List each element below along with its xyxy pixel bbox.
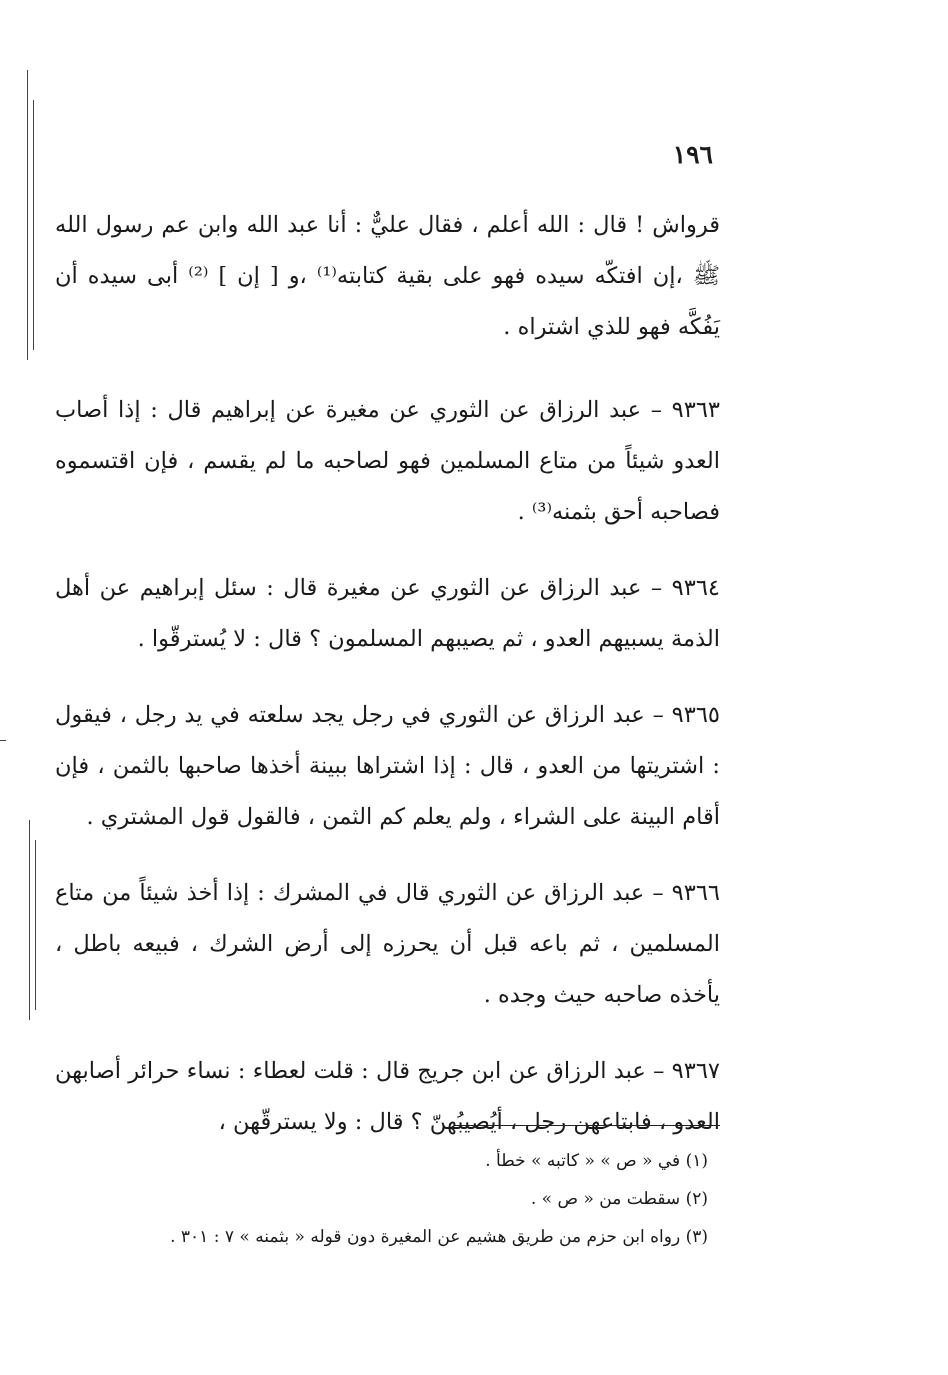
scan-edge-line [27, 70, 28, 360]
paragraph-9366: ٩٣٦٦ – عبد الرزاق عن الثوري قال في المشرك : إذا أخذ شيئاً من متاع المسلمين ، ثم باعه قبل أن يحرزه إلى أرض الشرك ، فبيعه باطل ، يأخذه صاحبه حيث وجده . [55, 880, 720, 1008]
scan-edge-line [33, 100, 34, 350]
footnote-3: (٣) رواه ابن حزم من طريق هشيم عن المغيرة دون قوله « بثمنه » ٧ : ٣٠١ . [170, 1227, 708, 1247]
paragraph-9363: ٩٣٦٣ – عبد الرزاق عن الثوري عن مغيرة عن إبراهيم قال : إذا أصاب العدو شيئاً من متاع المسلمين فهو لصاحبه ما لم يقسم ، فإن اقتسموه فصاحبه أحق بثمنه⁽³⁾ . [55, 397, 720, 525]
paragraph-continuation: قرواش ! قال : الله أعلم ، فقال عليٌّ : أنا عبد الله وابن عم رسول الله ﷺ ،إن افتكّه سيده فهو على بقية كتابته⁽¹⁾ ،و [ إن ] ⁽²⁾ أبى سيده أن يَفُكَّه فهو للذي اشتراه . [55, 212, 720, 340]
footnote-1: (١) في « ص » « كاتبه » خطأ . [485, 1151, 708, 1171]
paragraph-9365: ٩٣٦٥ – عبد الرزاق عن الثوري في رجل يجد سلعته في يد رجل ، فيقول : اشتريتها من العدو ، قال : إذا اشتراها ببينة أخذها صاحبها بالثمن ، فإن أقام البينة على الشراء ، ولم يعلم كم الثمن ، فالقول قول المشتري . [55, 702, 720, 830]
paragraph-9364: ٩٣٦٤ – عبد الرزاق عن الثوري عن مغيرة قال : سئل إبراهيم عن أهل الذمة يسبيهم العدو ، ثم يصيبهم المسلمون ؟ قال : لا يُسترقّوا . [55, 575, 720, 652]
footnote-separator [455, 1125, 720, 1126]
scan-edge-mark [0, 740, 6, 741]
footnote-2: (٢) سقطت من « ص » . [530, 1189, 708, 1209]
scan-edge-line [29, 820, 30, 1020]
page-number: ١٩٦ [672, 140, 713, 169]
footnotes [48, 1142, 708, 1256]
scan-edge-line [35, 840, 36, 1010]
paragraph-9367: ٩٣٦٧ – عبد الرزاق عن ابن جريج قال : قلت لعطاء : نساء حرائر أصابهن العدو ، فابتاعهن رجل ، أيُصيبُهنّ ؟ قال : ولا يسترقّهن ، [55, 1058, 720, 1135]
main-text [55, 200, 720, 1173]
